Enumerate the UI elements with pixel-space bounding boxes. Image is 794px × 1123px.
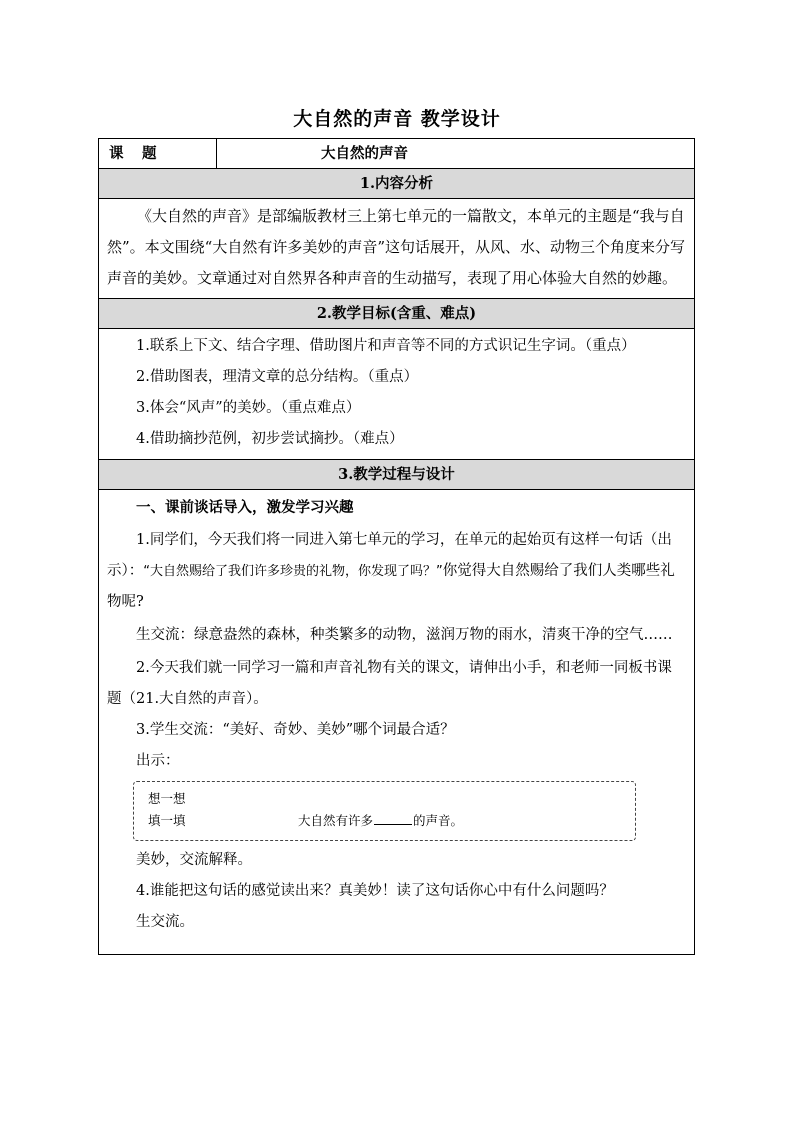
process-body bbox=[99, 490, 695, 955]
analysis-body bbox=[99, 199, 695, 299]
goals-body-row bbox=[99, 329, 695, 460]
process-paragraph bbox=[107, 525, 686, 618]
p1-intro-text: 1.同学们，今天我们将一同进入第七单元的学习，在单元的起始页有这样一句话（出示）： bbox=[107, 532, 672, 579]
lesson-plan-table bbox=[98, 138, 695, 955]
analysis-heading: 1.内容分析 bbox=[99, 169, 695, 199]
subject-label: 课 题 bbox=[99, 139, 217, 169]
document-title: 大自然的声音 教学设计 bbox=[293, 108, 501, 130]
process-paragraph: 3.学生交流：“美好、奇妙、美妙”哪个词最合适？ bbox=[136, 722, 455, 738]
answer-blank bbox=[374, 812, 412, 825]
goals-heading: 2.教学目标(含重、难点) bbox=[99, 299, 695, 329]
fill-blank-sentence bbox=[298, 812, 463, 830]
process-heading-row bbox=[99, 460, 695, 490]
analysis-body-row bbox=[99, 199, 695, 299]
goal-item: 3.体会“风声”的美妙。（重点难点） bbox=[136, 400, 361, 416]
p1-question-text: 你觉得大自然赐给了我们人类哪些礼物呢? bbox=[107, 563, 675, 610]
goals-heading-row bbox=[99, 299, 695, 329]
process-paragraph: 4.谁能把这句话的感觉读出来？真美妙！读了这句话你心中有什么问题吗？ bbox=[136, 883, 614, 899]
sentence-before: 大自然有许多 bbox=[298, 813, 374, 828]
process-body-row bbox=[99, 490, 695, 955]
process-paragraph: 生交流：绿意盎然的森林，种类繁多的动物，滋润万物的雨水，清爽干净的空气…… bbox=[136, 627, 673, 643]
process-paragraph: 美妙，交流解释。 bbox=[136, 852, 252, 868]
process-paragraph: 出示： bbox=[136, 753, 180, 769]
goal-item: 2.借助图表，理清文章的总分结构。（重点） bbox=[136, 369, 419, 385]
goal-item: 1.联系上下文、结合字理、借助图片和声音等不同的方式识记生字词。（重点） bbox=[136, 338, 636, 354]
p1-quote-text: “大自然赐给了我们许多珍贵的礼物，你发现了吗？” bbox=[143, 564, 443, 579]
think-fill-box bbox=[133, 781, 636, 841]
goals-body bbox=[99, 329, 695, 460]
subject-row bbox=[99, 139, 695, 169]
process-paragraph: 生交流。 bbox=[136, 914, 194, 930]
analysis-heading-row bbox=[99, 169, 695, 199]
goal-item: 4.借助摘抄范例，初步尝试摘抄。（难点） bbox=[136, 431, 404, 447]
think-label: 想一想 bbox=[148, 791, 186, 806]
step-title: 一、课前谈话导入，激发学习兴趣 bbox=[136, 499, 354, 516]
sentence-after: 的声音。 bbox=[413, 813, 464, 828]
subject-value: 大自然的声音 bbox=[217, 139, 695, 169]
analysis-text: 《大自然的声音》是部编版教材三上第七单元的一篇散文，本单元的主题是“我与自然”。本文围绕“大自然有许多美妙的声音”这句话展开，从风、水、动物三个角度来分写声音的美妙。文章通过对自然界各种声音的生动描写，表现了用心体验大自然的妙趣。 bbox=[107, 207, 686, 287]
process-paragraph: 2.今天我们就一同学习一篇和声音礼物有关的课文，请伸出小手，和老师一同板书课题（21.大自然的声音）。 bbox=[107, 660, 672, 707]
process-heading: 3.教学过程与设计 bbox=[99, 460, 695, 490]
fill-label: 填一填 bbox=[148, 813, 186, 828]
